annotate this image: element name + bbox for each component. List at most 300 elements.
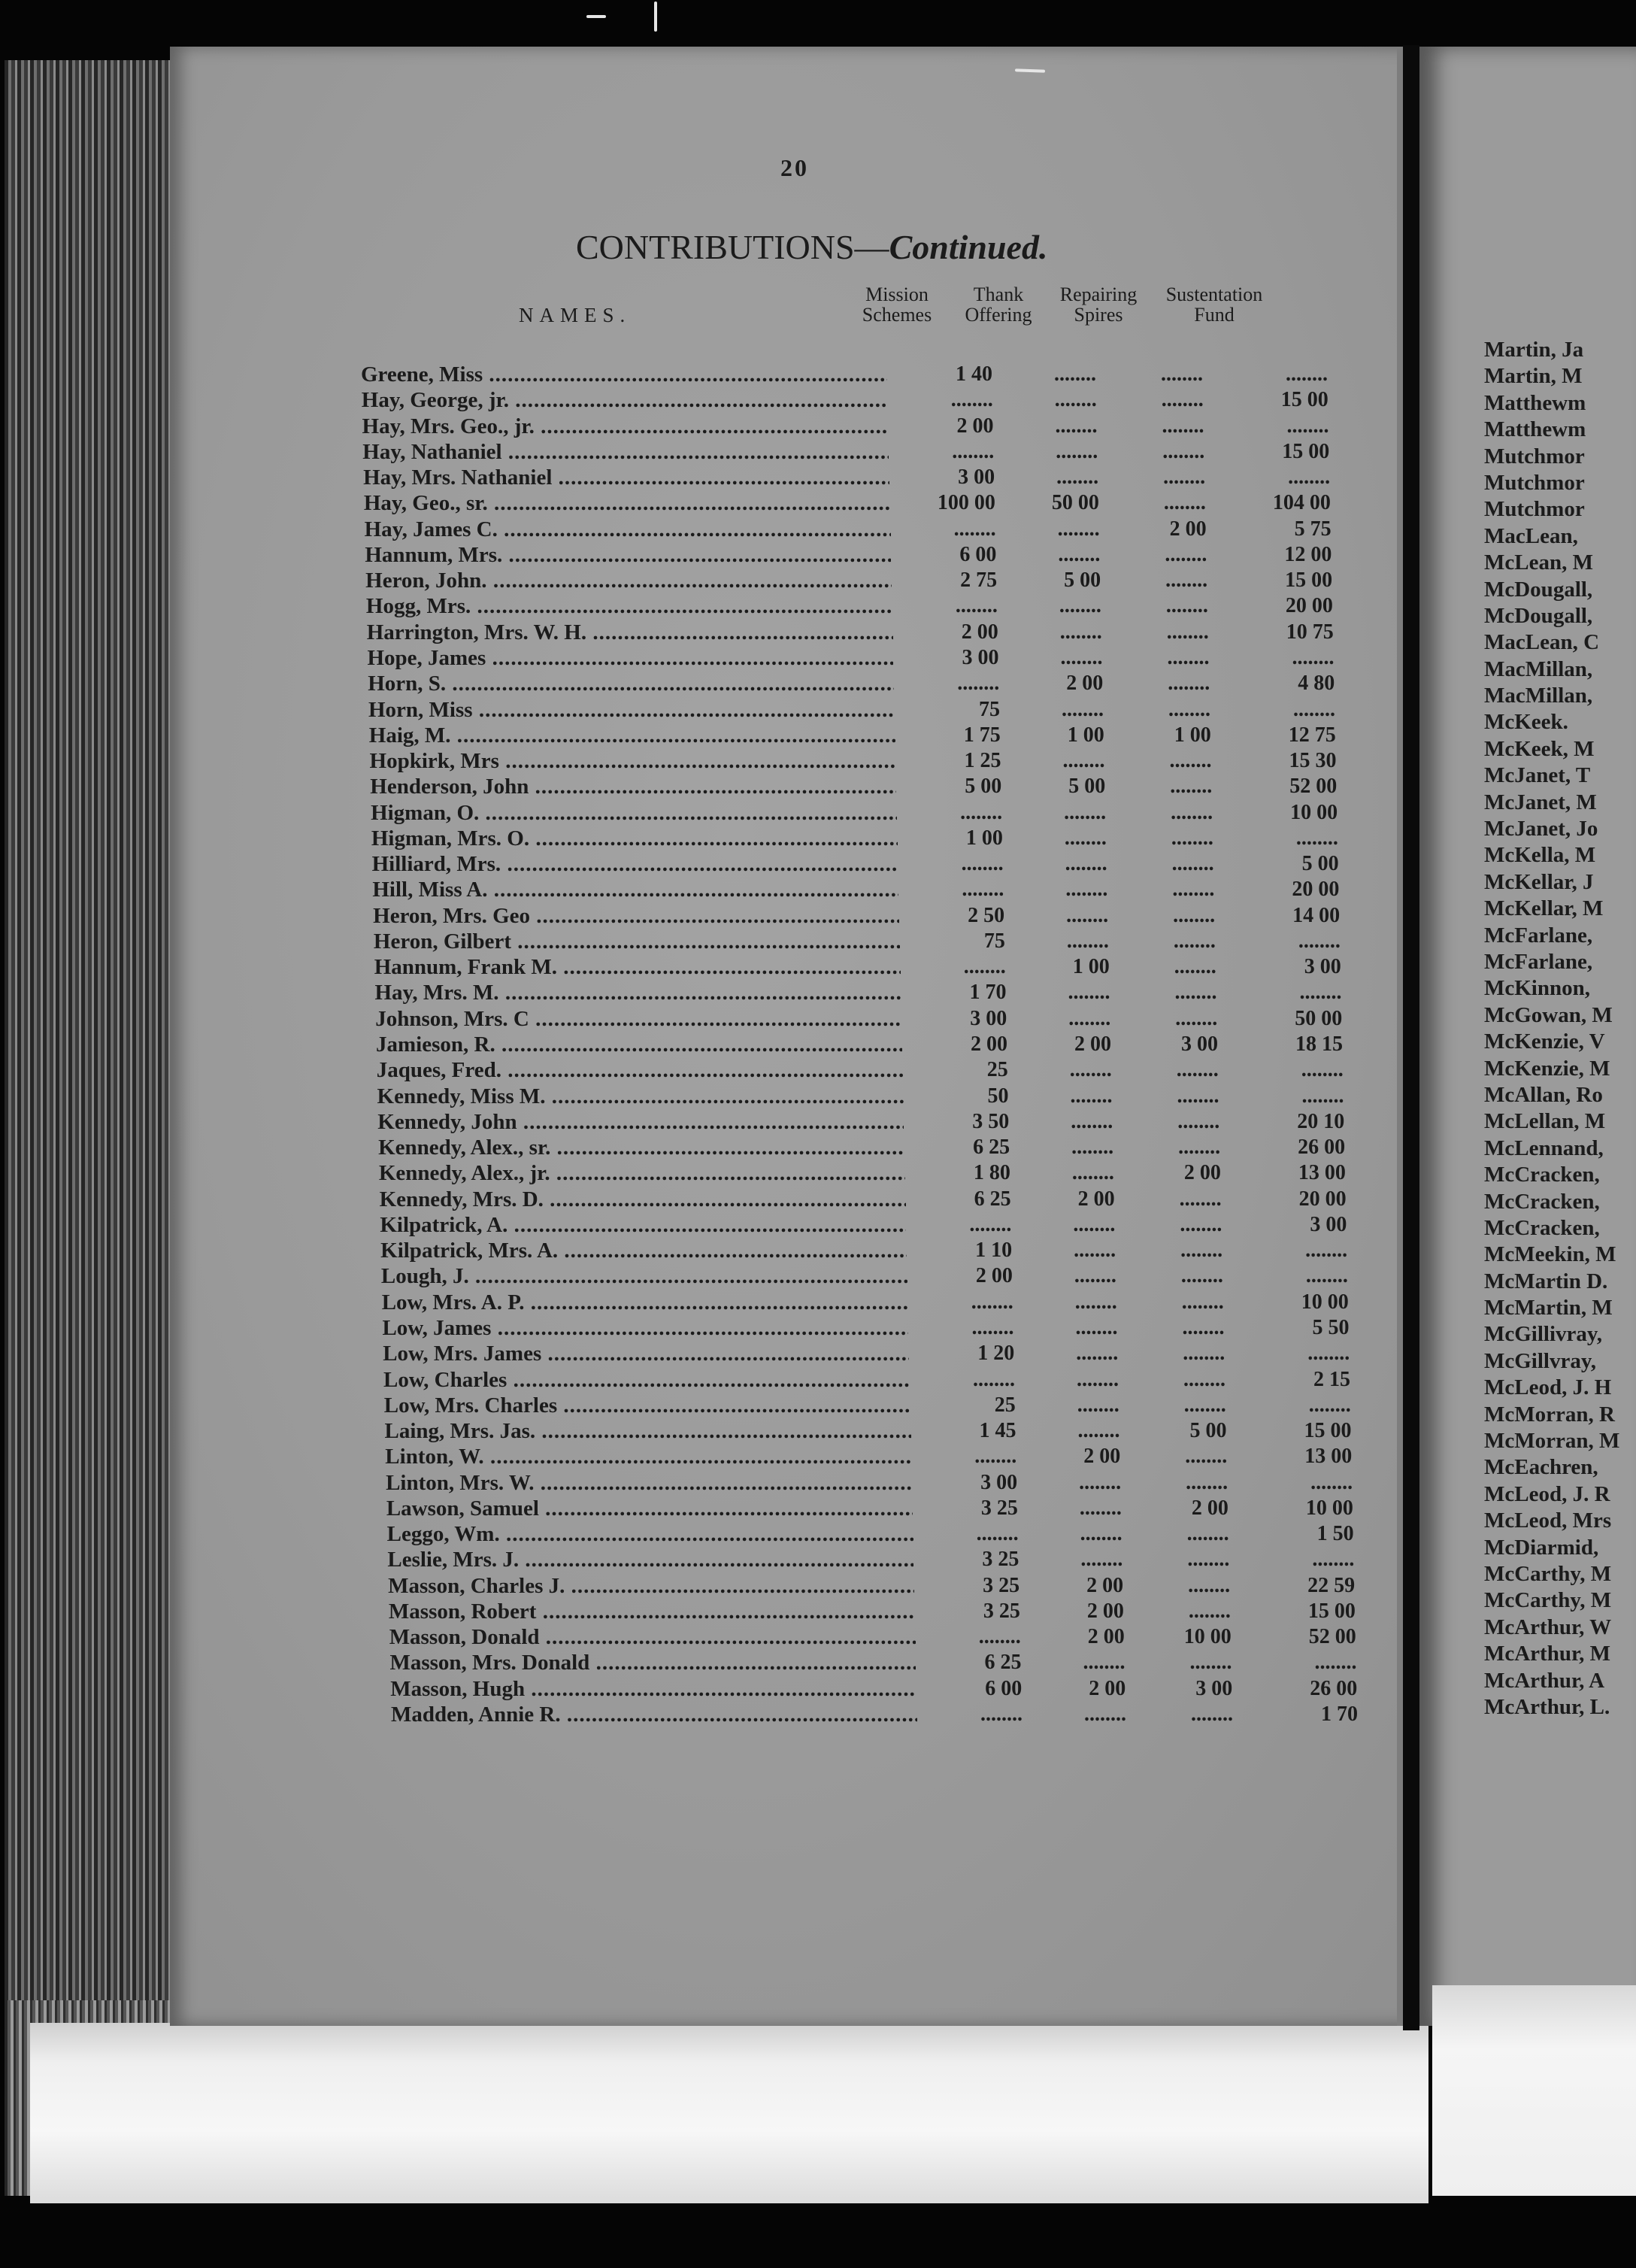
thank-offering-cell: ........ [1077, 1419, 1120, 1443]
thank-offering-cell: 1 00 [1072, 955, 1110, 979]
mission-schemes-cell: ........ [971, 1290, 1013, 1314]
right-page-name: McMeekin, M [1484, 1242, 1616, 1267]
mission-schemes-cell: 1 45 [979, 1419, 1016, 1443]
thank-offering-cell: 2 00 [1086, 1599, 1124, 1623]
thank-offering-cell: ........ [1077, 1367, 1119, 1391]
repairing-spires-cell: ........ [1183, 1367, 1225, 1391]
col-header-thank-line1: Thank [973, 284, 1024, 305]
table-row [387, 1548, 1365, 1573]
sustentation-fund-cell: 50 00 [1295, 1006, 1343, 1030]
sustentation-fund-cell: 5 50 [1312, 1315, 1350, 1339]
table-row [365, 569, 1343, 594]
contributor-name: Kilpatrick, A. ..... [380, 1213, 906, 1238]
mission-schemes-cell: 1 10 [975, 1239, 1013, 1263]
sustentation-fund-cell: 1 50 [1316, 1522, 1354, 1546]
right-page-name: McDougall, [1484, 577, 1593, 602]
right-page-margin [1432, 1985, 1636, 2196]
repairing-spires-cell: ........ [1186, 1522, 1229, 1546]
thank-offering-cell: ........ [1062, 697, 1104, 721]
right-page-name: McLellan, M [1484, 1109, 1606, 1134]
mission-schemes-cell: 1 40 [956, 362, 992, 386]
table-row [373, 904, 1350, 929]
mission-schemes-cell: ........ [978, 1625, 1021, 1649]
contributor-name: Heron, Mrs. Geo ..... [373, 904, 899, 929]
mission-schemes-cell: 75 [979, 697, 1000, 721]
table-row [383, 1342, 1360, 1367]
repairing-spires-cell: ........ [1174, 981, 1217, 1005]
contributor-name: Hannum, Mrs. ..... [365, 543, 891, 568]
repairing-spires-cell: ........ [1177, 1109, 1220, 1133]
repairing-spires-cell: ........ [1174, 955, 1216, 979]
contributor-name: Hay, Nathaniel ..... [362, 440, 889, 465]
repairing-spires-cell: ........ [1169, 749, 1212, 773]
right-page-name: McLennand, [1484, 1136, 1604, 1160]
thank-offering-cell: ........ [1060, 645, 1103, 669]
mission-schemes-cell: 3 25 [982, 1548, 1019, 1572]
mission-schemes-cell: 6 00 [985, 1676, 1022, 1700]
right-page-name: McDougall, [1484, 603, 1593, 628]
page-number: 20 [780, 154, 809, 181]
thank-offering-cell: ........ [1056, 439, 1098, 463]
mission-schemes-cell: ........ [960, 800, 1003, 824]
repairing-spires-cell: ........ [1185, 1445, 1228, 1469]
mission-schemes-cell: 3 00 [980, 1470, 1018, 1494]
contributor-name: Hill, Miss A. ..... [372, 878, 898, 902]
repairing-spires-cell: 3 00 [1181, 1032, 1218, 1056]
sustentation-fund-cell: ........ [1286, 362, 1328, 386]
mission-schemes-cell: ........ [969, 1212, 1012, 1236]
contributor-name: Madden, Annie R. ..... [391, 1703, 917, 1727]
contributor-name: Low, Charles ..... [383, 1368, 910, 1393]
sustentation-fund-cell: 15 00 [1282, 439, 1330, 463]
repairing-spires-cell: ........ [1161, 388, 1204, 412]
contributor-name: Horn, S. ..... [368, 672, 894, 696]
thank-offering-cell: ........ [1055, 414, 1098, 438]
table-row [380, 1187, 1357, 1213]
mission-schemes-cell: 3 00 [970, 1006, 1007, 1030]
contributor-name: Hannum, Frank M. ..... [374, 955, 901, 980]
thank-offering-cell: ........ [1074, 1239, 1116, 1263]
repairing-spires-cell: ........ [1165, 542, 1207, 566]
right-page-name: McCracken, [1484, 1215, 1600, 1240]
contributor-name: Higman, Mrs. O. ..... [371, 826, 898, 851]
table-row [386, 1471, 1363, 1496]
col-header-fund [1150, 284, 1278, 325]
table-row [382, 1290, 1359, 1316]
thank-offering-cell: ........ [1083, 1651, 1126, 1675]
repairing-spires-cell: ........ [1183, 1393, 1226, 1417]
right-page-name: McJanet, T [1484, 763, 1591, 788]
table-row [362, 440, 1340, 465]
sustentation-fund-cell: 13 00 [1304, 1445, 1353, 1469]
sustentation-fund-cell: 15 00 [1280, 388, 1328, 412]
right-page-name: Martin, Ja [1484, 338, 1584, 362]
contributor-name: Johnson, Mrs. C ..... [375, 1007, 901, 1032]
table-row [364, 491, 1341, 517]
thank-offering-cell: ........ [1066, 903, 1109, 927]
sustentation-fund-cell: 12 00 [1284, 542, 1332, 566]
repairing-spires-cell: ........ [1171, 852, 1214, 876]
contributor-name: Hay, Mrs. Geo., jr. ..... [362, 414, 889, 439]
contributor-name: Hay, James C. ..... [365, 517, 891, 542]
thank-offering-cell: 50 00 [1051, 491, 1099, 515]
bottom-page-margin [30, 2023, 1428, 2203]
mission-schemes-cell: 1 80 [973, 1161, 1010, 1185]
thank-offering-cell: ........ [1068, 981, 1110, 1005]
repairing-spires-cell: ........ [1171, 826, 1213, 850]
right-page-name: McKeek, M [1484, 736, 1595, 761]
right-page-name: MacMillan, [1484, 656, 1593, 681]
scratch-mark [586, 15, 606, 18]
thank-offering-cell: ........ [1064, 800, 1107, 824]
sustentation-fund-cell: ........ [1301, 1084, 1344, 1108]
thank-offering-cell: ........ [1075, 1315, 1118, 1339]
sustentation-fund-cell: 26 00 [1310, 1676, 1358, 1700]
mission-schemes-cell: 2 00 [971, 1032, 1007, 1056]
contributor-name: Kennedy, Mrs. D. ..... [380, 1187, 906, 1212]
mission-schemes-cell: ........ [971, 1315, 1014, 1339]
repairing-spires-cell: ........ [1173, 903, 1216, 927]
right-page-name: McCarthy, M [1484, 1588, 1612, 1613]
table-row [377, 1058, 1354, 1084]
mission-schemes-cell: ........ [957, 672, 1000, 696]
col-header-mission [841, 284, 953, 325]
contributor-name: Lough, J. ..... [381, 1264, 907, 1289]
table-row [367, 620, 1344, 646]
thank-offering-cell: ........ [1062, 749, 1105, 773]
contributor-name: Masson, Robert ..... [389, 1599, 915, 1624]
thank-offering-cell: 5 00 [1064, 569, 1101, 593]
right-page-name: McMorran, R [1484, 1402, 1615, 1427]
table-row [389, 1599, 1366, 1625]
repairing-spires-cell: ........ [1168, 672, 1210, 696]
contributor-name: Harrington, Mrs. W. H. ..... [367, 620, 893, 645]
thank-offering-cell: 2 00 [1086, 1573, 1124, 1597]
table-row [380, 1239, 1358, 1264]
table-row [370, 775, 1347, 800]
table-row [374, 929, 1351, 955]
right-page-name: McDiarmid, [1484, 1535, 1599, 1560]
mission-schemes-cell: ........ [974, 1445, 1017, 1469]
contributor-name: Linton, Mrs. W. ..... [386, 1471, 912, 1496]
right-page-name: Martin, M [1484, 364, 1583, 389]
mission-schemes-cell: ........ [952, 439, 995, 463]
repairing-spires-cell: ........ [1163, 465, 1206, 490]
repairing-spires-cell: 10 00 [1183, 1625, 1232, 1649]
col-header-spires [1042, 284, 1155, 325]
table-row [367, 646, 1344, 672]
names-column-header: NAMES. [519, 304, 632, 326]
thank-offering-cell: ........ [1059, 594, 1101, 618]
repairing-spires-cell: 1 00 [1174, 723, 1211, 747]
mission-schemes-cell: 2 50 [968, 903, 1005, 927]
col-header-thank-line2: Offering [965, 304, 1032, 326]
mission-schemes-cell: 3 25 [983, 1599, 1020, 1623]
repairing-spires-cell: ........ [1178, 1136, 1221, 1160]
repairing-spires-cell: 2 00 [1191, 1496, 1229, 1520]
thank-offering-cell: 5 00 [1068, 775, 1106, 799]
mission-schemes-cell: 1 00 [965, 826, 1003, 850]
sustentation-fund-cell: 10 00 [1301, 1290, 1349, 1314]
sustentation-fund-cell: 15 00 [1304, 1419, 1352, 1443]
mission-schemes-cell: 5 00 [965, 775, 1002, 799]
sustentation-fund-cell: 13 00 [1298, 1161, 1346, 1185]
col-header-fund-line2: Fund [1194, 304, 1235, 326]
mission-schemes-cell: 25 [994, 1393, 1016, 1417]
sustentation-fund-cell: ........ [1301, 1058, 1344, 1082]
sustentation-fund-cell: ........ [1312, 1548, 1355, 1572]
right-page-name: McKellar, M [1484, 896, 1604, 921]
mission-schemes-cell: 2 00 [956, 414, 994, 438]
repairing-spires-cell: ........ [1171, 800, 1213, 824]
contributor-name: Kennedy, Alex., jr. ..... [379, 1161, 905, 1186]
contributor-name: Leslie, Mrs. J. ..... [387, 1548, 913, 1572]
right-page-name: McLeod, J. R [1484, 1481, 1610, 1506]
right-page-name: McKenzie, M [1484, 1056, 1610, 1081]
thank-offering-cell: 2 00 [1089, 1676, 1126, 1700]
right-page-name: McKella, M [1484, 843, 1596, 868]
table-row [372, 852, 1350, 878]
repairing-spires-cell: ........ [1180, 1264, 1223, 1288]
contributor-name: Masson, Mrs. Donald ..... [389, 1651, 916, 1675]
right-page-name: McCracken, [1484, 1163, 1600, 1187]
contributor-name: Henderson, John ..... [370, 775, 896, 799]
right-page-name: McGillivray, [1484, 1322, 1603, 1347]
right-page-name: McLean, M [1484, 550, 1593, 575]
mission-schemes-cell: 1 20 [977, 1342, 1015, 1366]
contributor-name: Hay, Mrs. Nathaniel ..... [363, 465, 889, 490]
table-row [361, 362, 1338, 388]
right-page-name: McLeod, Mrs [1484, 1508, 1612, 1533]
sustentation-fund-cell: ........ [1308, 1393, 1351, 1417]
right-page-name: MacMillan, [1484, 684, 1593, 708]
table-row [377, 1110, 1355, 1136]
sustentation-fund-cell: 10 00 [1290, 800, 1338, 824]
mission-schemes-cell: 2 75 [960, 569, 998, 593]
repairing-spires-cell: 2 00 [1183, 1161, 1221, 1185]
sustentation-fund-cell: ........ [1314, 1651, 1357, 1675]
contributor-name: Linton, W. ..... [385, 1445, 911, 1469]
repairing-spires-cell: ........ [1166, 620, 1209, 644]
sustentation-fund-cell: 5 00 [1301, 852, 1339, 876]
table-row [376, 1032, 1353, 1058]
table-row [362, 388, 1339, 414]
table-row [371, 801, 1348, 826]
mission-schemes-cell: ........ [962, 878, 1004, 902]
table-row [377, 1084, 1355, 1110]
right-page-name: McMartin, M [1484, 1296, 1613, 1320]
right-page-name: McEachren, [1484, 1455, 1598, 1480]
thank-offering-cell: ........ [1064, 826, 1107, 850]
mission-schemes-cell: ........ [980, 1703, 1022, 1726]
table-row [382, 1316, 1359, 1342]
contributor-name: Haig, M. ..... [369, 723, 895, 748]
right-page-name: McArthur, W [1484, 1615, 1612, 1639]
right-page-name: McCracken, [1484, 1189, 1600, 1214]
repairing-spires-cell: ........ [1165, 594, 1208, 618]
col-header-spires-line2: Spires [1074, 304, 1123, 326]
sustentation-fund-cell: ........ [1305, 1264, 1348, 1288]
mission-schemes-cell: 6 00 [959, 542, 997, 566]
thank-offering-cell: ........ [1070, 1084, 1113, 1108]
thank-offering-cell: ........ [1071, 1161, 1114, 1185]
sustentation-fund-cell: ........ [1288, 465, 1331, 490]
sustentation-fund-cell: 20 10 [1297, 1109, 1345, 1133]
repairing-spires-cell: ........ [1180, 1239, 1223, 1263]
table-row [386, 1496, 1364, 1522]
thank-offering-cell: ........ [1058, 542, 1101, 566]
sustentation-fund-cell: 15 00 [1307, 1599, 1356, 1623]
right-page-name: McFarlane, [1484, 949, 1593, 974]
mission-schemes-cell: ........ [963, 955, 1006, 979]
mission-schemes-cell: 2 00 [975, 1264, 1013, 1288]
contributor-name: Laing, Mrs. Jas. ..... [385, 1419, 911, 1444]
contributor-name: Masson, Charles J. ..... [388, 1574, 914, 1599]
repairing-spires-cell: ........ [1180, 1212, 1222, 1236]
thank-offering-cell: ........ [1071, 1109, 1113, 1133]
table-row [366, 594, 1344, 620]
right-page-name: McAllan, Ro [1484, 1082, 1603, 1107]
mission-schemes-cell: 50 [987, 1084, 1009, 1108]
table-row [385, 1445, 1362, 1470]
sustentation-fund-cell: ........ [1298, 929, 1341, 953]
thank-offering-cell: ........ [1054, 362, 1096, 386]
sustentation-fund-cell: 14 00 [1292, 903, 1341, 927]
thank-offering-cell: ........ [1059, 620, 1102, 644]
thank-offering-cell: 2 00 [1087, 1625, 1125, 1649]
table-row [381, 1264, 1359, 1290]
right-page-name: McJanet, M [1484, 790, 1597, 814]
right-page-name: Mutchmor [1484, 470, 1585, 495]
contributor-name: Hope, James ..... [367, 646, 893, 671]
sustentation-fund-cell: ........ [1295, 826, 1338, 850]
table-row [374, 955, 1352, 981]
right-page-name: McGillvray, [1484, 1348, 1596, 1373]
thank-offering-cell: 2 00 [1077, 1187, 1115, 1211]
thank-offering-cell: ........ [1077, 1393, 1119, 1417]
sustentation-fund-cell: 5 75 [1294, 517, 1332, 541]
right-page-name: Mutchmor [1484, 444, 1585, 468]
repairing-spires-cell: ........ [1165, 569, 1208, 593]
repairing-spires-cell: ........ [1162, 414, 1204, 438]
right-page-name: McKeek. [1484, 710, 1568, 735]
sustentation-fund-cell: 104 00 [1272, 491, 1331, 515]
sustentation-fund-cell: 52 00 [1289, 775, 1338, 799]
sustentation-fund-cell: 15 30 [1289, 749, 1337, 773]
thank-offering-cell: ........ [1065, 878, 1108, 902]
contributor-name: Kennedy, Miss M. ..... [377, 1084, 904, 1109]
contributor-name: Heron, John. ..... [365, 569, 892, 593]
mission-schemes-cell: 3 00 [958, 465, 995, 490]
sustentation-fund-cell: 15 00 [1285, 569, 1333, 593]
right-page-name: McFarlane, [1484, 923, 1593, 948]
right-page-name: McKinnon, [1484, 976, 1590, 1001]
sustentation-fund-cell: 1 70 [1321, 1703, 1358, 1726]
sustentation-fund-cell: 12 75 [1288, 723, 1336, 747]
repairing-spires-cell: ........ [1188, 1573, 1231, 1597]
table-row [387, 1522, 1365, 1548]
mission-schemes-cell: 3 25 [983, 1573, 1020, 1597]
mission-schemes-cell: 2 00 [961, 620, 998, 644]
sustentation-fund-cell: ........ [1292, 645, 1335, 669]
title-main: CONTRIBUTIONS— [576, 228, 889, 266]
right-page-name: McKenzie, V [1484, 1029, 1605, 1054]
repairing-spires-cell: ........ [1172, 878, 1215, 902]
sustentation-fund-cell: 10 00 [1305, 1496, 1353, 1520]
right-page-name: McGowan, M [1484, 1002, 1613, 1027]
mission-schemes-cell: ........ [955, 594, 998, 618]
sustentation-fund-cell: ........ [1305, 1239, 1348, 1263]
mission-schemes-cell: 1 25 [964, 749, 1001, 773]
contributor-name: Hay, Geo., sr. ..... [364, 491, 890, 516]
col-header-mission-line2: Schemes [862, 304, 932, 326]
repairing-spires-cell: 5 00 [1189, 1419, 1227, 1443]
mission-schemes-cell: 1 75 [963, 723, 1001, 747]
contributor-name: Hogg, Mrs. ..... [366, 594, 892, 619]
thank-offering-cell: ........ [1079, 1496, 1122, 1520]
sustentation-fund-cell: 4 80 [1298, 672, 1335, 696]
repairing-spires-cell: ........ [1170, 775, 1213, 799]
repairing-spires-cell: 3 00 [1195, 1676, 1233, 1700]
thank-offering-cell: ........ [1071, 1136, 1114, 1160]
sustentation-fund-cell: ........ [1293, 697, 1335, 721]
table-row [365, 543, 1342, 569]
contributor-name: Leggo, Wm. ..... [387, 1522, 913, 1547]
sustentation-fund-cell: 2 15 [1313, 1367, 1350, 1391]
repairing-spires-cell: ........ [1186, 1470, 1229, 1494]
mission-schemes-cell: 1 70 [969, 981, 1007, 1005]
repairing-spires-cell: ........ [1189, 1651, 1232, 1675]
table-row [368, 672, 1345, 697]
thank-offering-cell: ........ [1076, 1342, 1119, 1366]
table-row [384, 1393, 1362, 1419]
sustentation-fund-cell: 3 00 [1304, 955, 1341, 979]
contributor-name: Low, James ..... [382, 1316, 908, 1341]
mission-schemes-cell: 75 [983, 929, 1005, 953]
right-page-name: Matthewm [1484, 417, 1586, 442]
sustentation-fund-cell: 20 00 [1292, 878, 1340, 902]
mission-schemes-cell: 3 50 [972, 1109, 1010, 1133]
col-header-fund-line1: Sustentation [1165, 284, 1263, 305]
right-page-name: McLeod, J. H [1484, 1375, 1612, 1400]
contributor-name: Hopkirk, Mrs ..... [370, 749, 896, 774]
contributor-name: Lawson, Samuel ..... [386, 1496, 913, 1521]
right-page-name: McArthur, A [1484, 1668, 1605, 1693]
right-page-name: McArthur, L. [1484, 1694, 1610, 1719]
contributor-name: Kennedy, John ..... [377, 1110, 904, 1135]
right-page-name-list [1484, 337, 1636, 1721]
sustentation-fund-cell: 18 15 [1295, 1032, 1343, 1056]
thank-offering-cell: ........ [1084, 1703, 1126, 1726]
sustentation-fund-cell: 3 00 [1310, 1212, 1347, 1236]
thank-offering-cell: ........ [1056, 465, 1099, 490]
contributor-name: Greene, Miss ..... [361, 362, 887, 387]
contributor-name: Kennedy, Alex., sr. ..... [378, 1136, 904, 1160]
scratch-mark [654, 2, 657, 32]
book-gutter [1403, 45, 1419, 2030]
col-header-mission-line1: Mission [865, 284, 929, 305]
table-row [389, 1651, 1367, 1676]
mission-schemes-cell: 6 25 [984, 1651, 1022, 1675]
thank-offering-cell: 2 00 [1074, 1032, 1111, 1056]
contributor-name: Horn, Miss ..... [368, 698, 895, 723]
repairing-spires-cell: 2 00 [1169, 517, 1207, 541]
table-row [362, 414, 1340, 440]
contributor-name: Low, Mrs. Charles ..... [384, 1393, 910, 1418]
contributor-name: Low, Mrs. James ..... [383, 1342, 909, 1366]
contributor-name: Jamieson, R. ..... [376, 1032, 902, 1057]
sustentation-fund-cell: ........ [1310, 1470, 1353, 1494]
